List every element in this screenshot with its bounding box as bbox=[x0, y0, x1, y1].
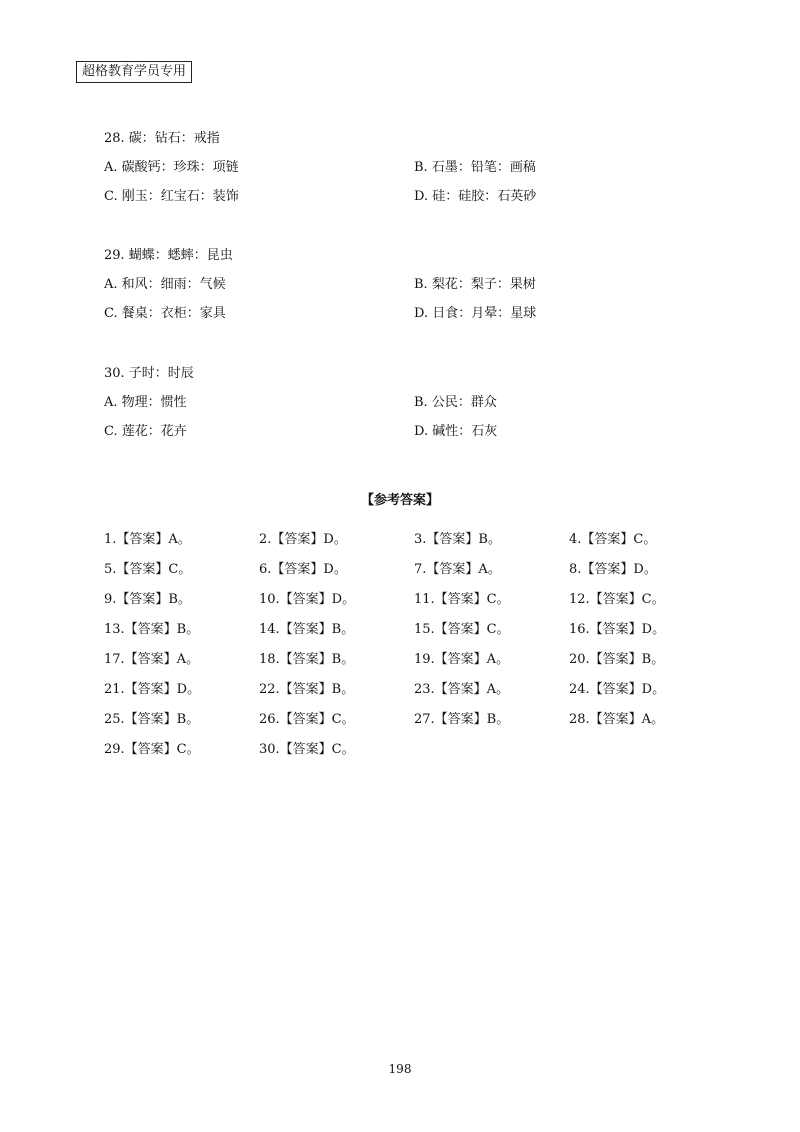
answer-item: 13.【答案】B。 bbox=[104, 622, 200, 637]
answer-item: 24.【答案】D。 bbox=[569, 682, 666, 697]
answer-item: 4.【答案】C。 bbox=[569, 532, 657, 547]
option-row bbox=[104, 189, 724, 205]
answer-item: 19.【答案】A。 bbox=[414, 652, 510, 667]
answer-row bbox=[104, 652, 724, 682]
option-a: A. 物理：惯性 bbox=[104, 395, 187, 410]
answer-item: 2.【答案】D。 bbox=[259, 532, 347, 547]
answer-item: 3.【答案】B。 bbox=[414, 532, 501, 547]
answer-item: 28.【答案】A。 bbox=[569, 712, 665, 727]
answer-item: 14.【答案】B。 bbox=[259, 622, 355, 637]
option-row bbox=[104, 160, 724, 176]
answer-list bbox=[104, 532, 724, 772]
answer-item: 23.【答案】A。 bbox=[414, 682, 510, 697]
option-b: B. 石墨：铅笔：画稿 bbox=[414, 160, 536, 175]
answer-row bbox=[104, 532, 724, 562]
question-28 bbox=[104, 131, 724, 205]
answer-row bbox=[104, 742, 724, 772]
answer-item: 21.【答案】D。 bbox=[104, 682, 201, 697]
page-number: 198 bbox=[388, 1062, 412, 1076]
answer-item: 26.【答案】C。 bbox=[259, 712, 355, 727]
answer-row bbox=[104, 622, 724, 652]
answer-row bbox=[104, 682, 724, 712]
question-stem: 30. 子时：时辰 bbox=[104, 366, 194, 381]
answer-item: 8.【答案】D。 bbox=[569, 562, 657, 577]
answer-item: 17.【答案】A。 bbox=[104, 652, 200, 667]
option-d: D. 碱性：石灰 bbox=[414, 424, 498, 439]
option-b: B. 公民：群众 bbox=[414, 395, 497, 410]
answer-item: 11.【答案】C。 bbox=[414, 592, 510, 607]
answer-item: 18.【答案】B。 bbox=[259, 652, 355, 667]
answer-row bbox=[104, 592, 724, 622]
option-row bbox=[104, 395, 724, 411]
option-a: A. 和风：细雨：气候 bbox=[104, 277, 226, 292]
answer-item: 22.【答案】B。 bbox=[259, 682, 355, 697]
answer-row bbox=[104, 712, 724, 742]
answer-item: 25.【答案】B。 bbox=[104, 712, 200, 727]
answer-item: 9.【答案】B。 bbox=[104, 592, 191, 607]
answer-item: 29.【答案】C。 bbox=[104, 742, 200, 757]
answer-row bbox=[104, 562, 724, 592]
question-29 bbox=[104, 248, 724, 322]
option-d: D. 硅：硅胶：石英砂 bbox=[414, 189, 537, 204]
answer-item: 10.【答案】D。 bbox=[259, 592, 356, 607]
header-tag: 超格教育学员专用 bbox=[76, 61, 192, 83]
option-row bbox=[104, 277, 724, 293]
question-stem: 29. 蝴蝶：蟋蟀：昆虫 bbox=[104, 248, 233, 263]
option-a: A. 碳酸钙：珍珠：项链 bbox=[104, 160, 239, 175]
answer-item: 27.【答案】B。 bbox=[414, 712, 510, 727]
answer-item: 30.【答案】C。 bbox=[259, 742, 355, 757]
answer-item: 5.【答案】C。 bbox=[104, 562, 192, 577]
answer-item: 20.【答案】B。 bbox=[569, 652, 665, 667]
option-c: C. 刚玉：红宝石：装饰 bbox=[104, 189, 239, 204]
answer-item: 7.【答案】A。 bbox=[414, 562, 501, 577]
answer-item: 16.【答案】D。 bbox=[569, 622, 666, 637]
option-b: B. 梨花：梨子：果树 bbox=[414, 277, 536, 292]
answer-item: 12.【答案】C。 bbox=[569, 592, 665, 607]
answer-item: 15.【答案】C。 bbox=[414, 622, 510, 637]
option-row bbox=[104, 306, 724, 322]
answer-section-title: 【参考答案】 bbox=[360, 493, 439, 508]
answer-item: 1.【答案】A。 bbox=[104, 532, 191, 547]
option-c: C. 莲花：花卉 bbox=[104, 424, 187, 439]
option-d: D. 日食：月晕：星球 bbox=[414, 306, 537, 321]
answer-item: 6.【答案】D。 bbox=[259, 562, 347, 577]
question-stem: 28. 碳：钻石：戒指 bbox=[104, 131, 220, 146]
option-row bbox=[104, 424, 724, 440]
question-30 bbox=[104, 366, 724, 440]
option-c: C. 餐桌：衣柜：家具 bbox=[104, 306, 226, 321]
